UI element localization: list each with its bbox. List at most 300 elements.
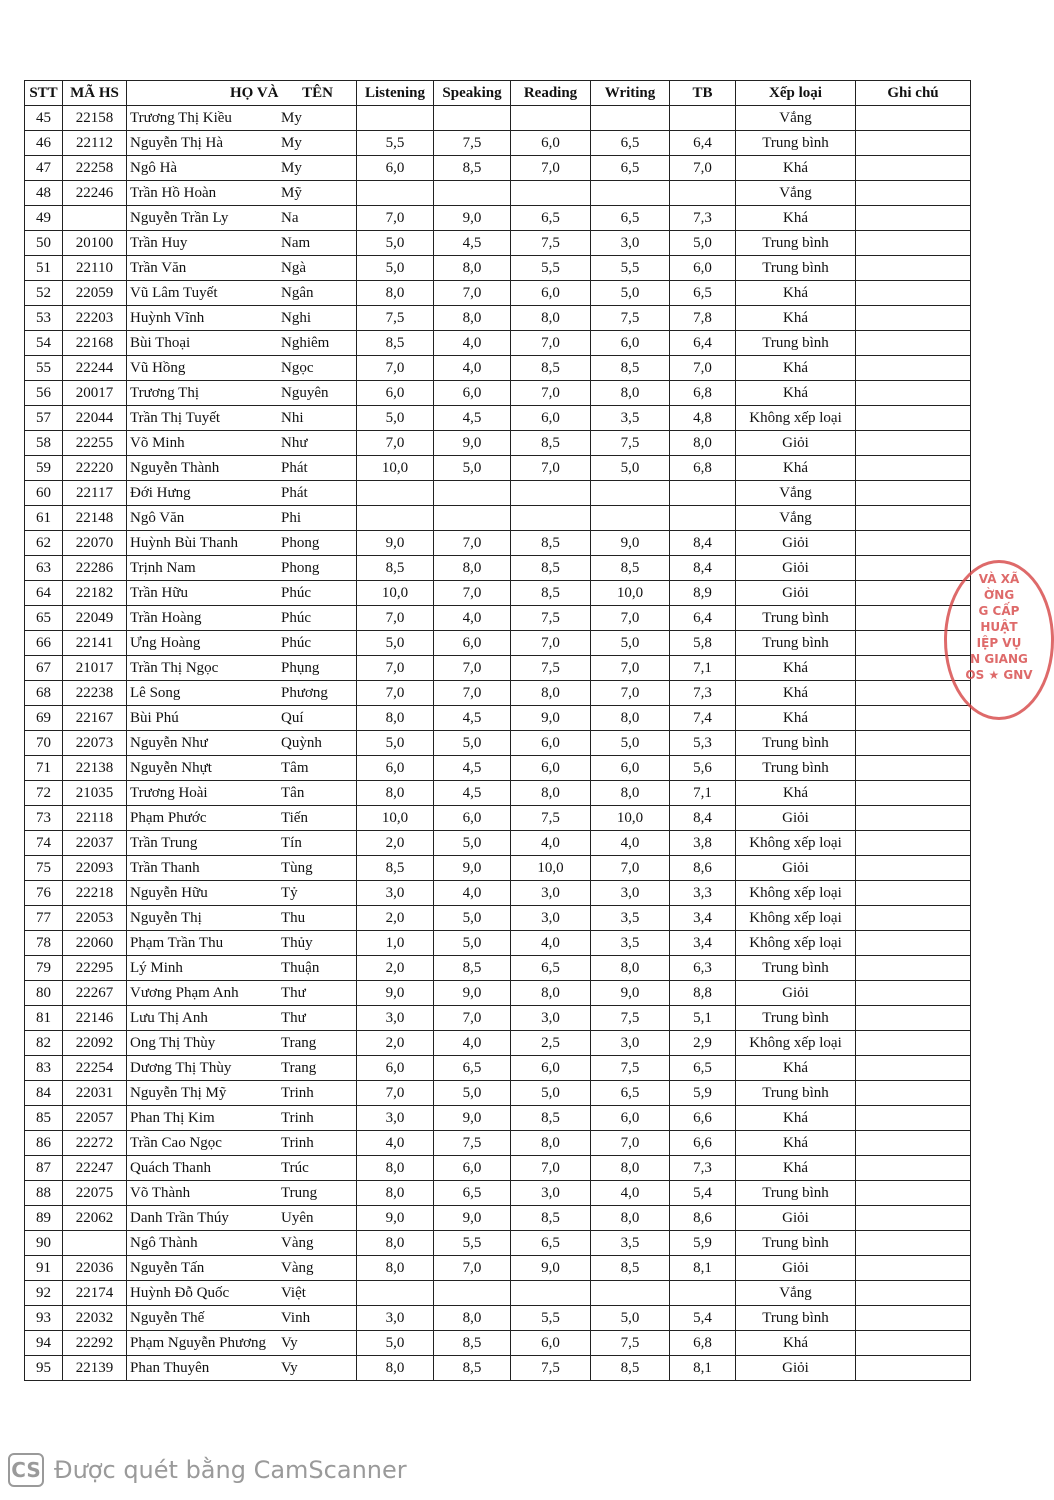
cell-xep-loai: Không xếp loại (736, 831, 856, 856)
cell-ho-va: Trần Hữu (130, 585, 189, 601)
table-row (25, 431, 971, 456)
cell-stt: 86 (25, 1131, 63, 1156)
cell-writing: 3,5 (591, 406, 670, 431)
cell-listening (357, 481, 434, 506)
cell-ghi-chu (856, 981, 971, 1006)
table-row (25, 406, 971, 431)
stamp-line: IỆP VỤ (976, 636, 1022, 650)
cell-listening: 8,5 (357, 856, 434, 881)
cell-ma-hs: 22117 (63, 481, 127, 506)
cell-stt: 50 (25, 231, 63, 256)
cell-writing: 7,0 (591, 1131, 670, 1156)
cell-tb: 7,0 (670, 156, 736, 181)
cell-ghi-chu (856, 781, 971, 806)
cell-speaking: 5,5 (434, 1231, 511, 1256)
table-row (25, 256, 971, 281)
cell-tb: 8,6 (670, 856, 736, 881)
cell-xep-loai: Giỏi (736, 1206, 856, 1231)
cell-xep-loai: Trung bình (736, 131, 856, 156)
cell-stt: 56 (25, 381, 63, 406)
table-row (25, 1231, 971, 1256)
camscanner-footer (8, 1452, 407, 1488)
cell-stt: 59 (25, 456, 63, 481)
cell-ten: My (281, 135, 302, 151)
cell-ho-va: Nguyễn Thành (130, 460, 220, 476)
cell-ma-hs: 22044 (63, 406, 127, 431)
cell-tb: 7,1 (670, 656, 736, 681)
header-reading: Reading (511, 81, 591, 106)
cell-speaking: 9,0 (434, 206, 511, 231)
cell-ten: Tùng (281, 860, 313, 876)
cell-ten: Phong (281, 560, 320, 576)
table-row (25, 981, 971, 1006)
cell-ho-va-ten (127, 1256, 357, 1281)
cell-xep-loai: Trung bình (736, 631, 856, 656)
cell-ten: Vàng (281, 1260, 314, 1276)
table-row (25, 581, 971, 606)
cell-xep-loai: Giỏi (736, 431, 856, 456)
cell-speaking: 8,5 (434, 156, 511, 181)
cell-stt: 60 (25, 481, 63, 506)
cell-ho-va: Vương Phạm Anh (130, 985, 239, 1001)
cell-ho-va-ten (127, 1156, 357, 1181)
cell-ma-hs: 20100 (63, 231, 127, 256)
cell-reading: 8,5 (511, 1206, 591, 1231)
cell-tb: 5,3 (670, 731, 736, 756)
cell-xep-loai: Khá (736, 706, 856, 731)
cell-tb (670, 506, 736, 531)
cell-xep-loai: Trung bình (736, 956, 856, 981)
cell-reading: 7,5 (511, 231, 591, 256)
cell-reading: 3,0 (511, 881, 591, 906)
cell-ho-va: Bùi Phú (130, 710, 179, 726)
cell-reading: 8,5 (511, 556, 591, 581)
cell-writing: 8,0 (591, 706, 670, 731)
cell-xep-loai: Giỏi (736, 806, 856, 831)
cell-ten: Phong (281, 535, 320, 551)
cell-ho-va-ten (127, 1206, 357, 1231)
cell-stt: 58 (25, 431, 63, 456)
table-row (25, 281, 971, 306)
cell-ten: Phúc (281, 635, 311, 651)
cell-stt: 47 (25, 156, 63, 181)
cell-ho-va-ten (127, 931, 357, 956)
cell-reading: 5,5 (511, 1306, 591, 1331)
table-row (25, 1256, 971, 1281)
cell-ho-va: Trần Thanh (130, 860, 200, 876)
cell-ho-va-ten (127, 706, 357, 731)
cell-ma-hs: 22254 (63, 1056, 127, 1081)
cell-ma-hs: 22093 (63, 856, 127, 881)
cell-tb: 6,8 (670, 456, 736, 481)
cell-tb: 7,3 (670, 206, 736, 231)
cell-reading (511, 506, 591, 531)
cell-writing (591, 506, 670, 531)
cell-speaking: 4,5 (434, 781, 511, 806)
cell-ghi-chu (856, 356, 971, 381)
cell-ho-va-ten (127, 131, 357, 156)
cell-speaking: 7,5 (434, 1131, 511, 1156)
table-row (25, 806, 971, 831)
table-row (25, 1356, 971, 1381)
cell-ho-va: Nguyễn Hữu (130, 885, 208, 901)
cell-writing: 5,0 (591, 281, 670, 306)
cell-ma-hs: 22031 (63, 1081, 127, 1106)
cell-ghi-chu (856, 1231, 971, 1256)
cell-speaking: 9,0 (434, 1206, 511, 1231)
cell-ho-va-ten (127, 656, 357, 681)
cell-listening: 2,0 (357, 956, 434, 981)
cell-writing: 10,0 (591, 806, 670, 831)
cell-ho-va-ten (127, 331, 357, 356)
cell-ho-va: Phạm Phước (130, 810, 207, 826)
table-row (25, 1056, 971, 1081)
cell-speaking: 4,5 (434, 406, 511, 431)
cell-tb: 2,9 (670, 1031, 736, 1056)
cell-speaking: 8,0 (434, 556, 511, 581)
cell-reading: 6,0 (511, 756, 591, 781)
cell-ghi-chu (856, 731, 971, 756)
cell-listening: 8,0 (357, 281, 434, 306)
cell-reading: 7,0 (511, 1156, 591, 1181)
cell-speaking: 4,5 (434, 706, 511, 731)
cell-tb: 5,1 (670, 1006, 736, 1031)
cell-listening: 7,0 (357, 206, 434, 231)
cell-reading: 8,0 (511, 781, 591, 806)
cell-speaking: 8,5 (434, 956, 511, 981)
header-xep-loai: Xếp loại (736, 81, 856, 106)
cell-ghi-chu (856, 156, 971, 181)
cell-reading: 7,0 (511, 456, 591, 481)
table-row (25, 731, 971, 756)
cell-writing: 7,5 (591, 1056, 670, 1081)
cell-ho-va: Võ Minh (130, 435, 185, 451)
cell-writing: 3,5 (591, 1231, 670, 1256)
table-row (25, 1131, 971, 1156)
cell-ho-va-ten (127, 806, 357, 831)
table-row (25, 331, 971, 356)
cell-tb: 8,1 (670, 1256, 736, 1281)
cell-ghi-chu (856, 106, 971, 131)
cell-ma-hs: 22255 (63, 431, 127, 456)
cell-tb: 8,1 (670, 1356, 736, 1381)
cell-xep-loai: Khá (736, 156, 856, 181)
cell-ho-va: Phan Thuyên (130, 1360, 210, 1376)
cell-reading: 3,0 (511, 1181, 591, 1206)
cell-stt: 45 (25, 106, 63, 131)
cell-tb: 8,8 (670, 981, 736, 1006)
cell-reading: 2,5 (511, 1031, 591, 1056)
cell-xep-loai: Khá (736, 1156, 856, 1181)
cell-ho-va: Võ Thành (130, 1185, 191, 1201)
cell-ho-va-ten (127, 906, 357, 931)
cell-speaking (434, 181, 511, 206)
cell-reading: 6,0 (511, 1331, 591, 1356)
table-row (25, 906, 971, 931)
cell-ten: Phi (281, 510, 302, 526)
cell-ho-va: Nguyễn Tấn (130, 1260, 205, 1276)
cell-ma-hs: 22073 (63, 731, 127, 756)
cell-tb: 6,8 (670, 1331, 736, 1356)
cell-ma-hs: 22141 (63, 631, 127, 656)
cell-ho-va: Trần Hồ Hoàn (130, 185, 217, 201)
cell-writing: 8,0 (591, 1206, 670, 1231)
cell-speaking: 7,0 (434, 1256, 511, 1281)
cell-xep-loai: Khá (736, 656, 856, 681)
cell-xep-loai: Khá (736, 381, 856, 406)
cell-speaking: 4,0 (434, 881, 511, 906)
cell-stt: 71 (25, 756, 63, 781)
cell-ten: Quí (281, 710, 304, 726)
cell-ho-va-ten (127, 731, 357, 756)
cell-ma-hs: 21035 (63, 781, 127, 806)
cell-stt: 92 (25, 1281, 63, 1306)
cell-ten: Thư (281, 985, 306, 1001)
cell-stt: 77 (25, 906, 63, 931)
cell-listening: 4,0 (357, 1131, 434, 1156)
cell-listening (357, 1281, 434, 1306)
table-row (25, 381, 971, 406)
table-row (25, 1006, 971, 1031)
cell-ten: Ngà (281, 260, 306, 276)
table-row (25, 631, 971, 656)
cell-listening: 8,5 (357, 331, 434, 356)
cell-writing: 5,0 (591, 731, 670, 756)
cell-stt: 91 (25, 1256, 63, 1281)
cell-ma-hs (63, 206, 127, 231)
cell-ho-va-ten (127, 581, 357, 606)
cell-writing: 8,0 (591, 956, 670, 981)
cell-listening: 6,0 (357, 156, 434, 181)
cell-reading: 7,5 (511, 606, 591, 631)
cell-writing (591, 481, 670, 506)
cell-ma-hs: 22220 (63, 456, 127, 481)
cell-ho-va-ten (127, 381, 357, 406)
cell-ho-va: Trần Hoàng (130, 610, 202, 626)
cell-ho-va: Nguyễn Trần Ly (130, 210, 229, 226)
cell-ghi-chu (856, 1281, 971, 1306)
cell-ma-hs: 20017 (63, 381, 127, 406)
cell-ma-hs: 22075 (63, 1181, 127, 1206)
header-ma-hs: MÃ HS (63, 81, 127, 106)
cell-listening: 1,0 (357, 931, 434, 956)
cell-ghi-chu (856, 306, 971, 331)
cell-ho-va: Trần Trung (130, 835, 198, 851)
cell-tb: 3,3 (670, 881, 736, 906)
cell-speaking: 7,0 (434, 581, 511, 606)
cell-speaking: 9,0 (434, 981, 511, 1006)
cell-reading (511, 181, 591, 206)
cell-ten: Tỷ (281, 885, 298, 901)
cell-ho-va-ten (127, 606, 357, 631)
cell-writing: 6,0 (591, 756, 670, 781)
cell-ten: Trung (281, 1185, 318, 1201)
cell-tb: 3,4 (670, 931, 736, 956)
cell-speaking: 9,0 (434, 1106, 511, 1131)
cell-ho-va-ten (127, 306, 357, 331)
cell-xep-loai: Khá (736, 781, 856, 806)
cell-stt: 88 (25, 1181, 63, 1206)
cell-writing: 6,0 (591, 331, 670, 356)
cell-ho-va: Trần Huy (130, 235, 188, 251)
cell-ho-va: Ưng Hoàng (130, 635, 201, 651)
cell-listening: 10,0 (357, 456, 434, 481)
cell-ma-hs: 22218 (63, 881, 127, 906)
cell-ghi-chu (856, 131, 971, 156)
cell-ho-va-ten (127, 981, 357, 1006)
cell-ma-hs: 22292 (63, 1331, 127, 1356)
cell-stt: 48 (25, 181, 63, 206)
cell-listening: 2,0 (357, 1031, 434, 1056)
table-row (25, 756, 971, 781)
cell-ghi-chu (856, 1081, 971, 1106)
cell-ho-va: Ngô Hà (130, 160, 178, 176)
cell-xep-loai: Vắng (736, 481, 856, 506)
cell-tb: 7,3 (670, 1156, 736, 1181)
student-results-table (24, 80, 971, 1381)
cell-writing: 6,5 (591, 156, 670, 181)
cell-speaking: 8,5 (434, 1356, 511, 1381)
cell-ho-va-ten (127, 1306, 357, 1331)
cell-ma-hs: 22146 (63, 1006, 127, 1031)
cell-ten: Phúc (281, 585, 311, 601)
cell-xep-loai: Khá (736, 306, 856, 331)
cell-reading (511, 481, 591, 506)
cell-ghi-chu (856, 1006, 971, 1031)
table-row (25, 481, 971, 506)
cell-ten: Trang (281, 1035, 317, 1051)
cell-ho-va-ten (127, 506, 357, 531)
table-row (25, 1206, 971, 1231)
cell-ten: Ngân (281, 285, 314, 301)
cell-ten: Trinh (281, 1110, 314, 1126)
cell-ho-va-ten (127, 1356, 357, 1381)
cell-speaking: 5,0 (434, 931, 511, 956)
cell-stt: 79 (25, 956, 63, 981)
cell-speaking (434, 481, 511, 506)
cell-stt: 95 (25, 1356, 63, 1381)
cell-ghi-chu (856, 1131, 971, 1156)
cell-stt: 93 (25, 1306, 63, 1331)
cell-tb: 6,0 (670, 256, 736, 281)
cell-xep-loai: Khá (736, 681, 856, 706)
cell-ghi-chu (856, 856, 971, 881)
cell-writing: 7,0 (591, 656, 670, 681)
cell-ho-va-ten (127, 531, 357, 556)
cell-stt: 84 (25, 1081, 63, 1106)
cell-ma-hs: 22168 (63, 331, 127, 356)
cell-ho-va-ten (127, 1006, 357, 1031)
cell-ghi-chu (856, 881, 971, 906)
cell-ten: Na (281, 210, 299, 226)
cell-speaking: 7,0 (434, 1006, 511, 1031)
cell-listening: 7,0 (357, 656, 434, 681)
cell-ghi-chu (856, 431, 971, 456)
cell-ho-va-ten (127, 1081, 357, 1106)
cell-writing: 6,5 (591, 131, 670, 156)
cell-ma-hs: 22070 (63, 531, 127, 556)
cell-tb: 6,6 (670, 1131, 736, 1156)
table-row (25, 606, 971, 631)
header-listening: Listening (357, 81, 434, 106)
cell-stt: 62 (25, 531, 63, 556)
cell-listening: 3,0 (357, 881, 434, 906)
table-row (25, 531, 971, 556)
cell-ho-va-ten (127, 856, 357, 881)
cell-ghi-chu (856, 806, 971, 831)
cell-reading: 6,0 (511, 406, 591, 431)
cell-speaking: 8,0 (434, 306, 511, 331)
cell-ghi-chu (856, 1056, 971, 1081)
cell-ten: Nhi (281, 410, 304, 426)
table-row (25, 956, 971, 981)
cell-speaking: 7,0 (434, 281, 511, 306)
table-row (25, 1156, 971, 1181)
cell-stt: 61 (25, 506, 63, 531)
cell-ma-hs: 22036 (63, 1256, 127, 1281)
cell-ho-va: Huỳnh Bùi Thanh (130, 535, 239, 551)
cell-ho-va-ten (127, 1231, 357, 1256)
cell-ho-va: Phan Thị Kim (130, 1110, 215, 1126)
cell-listening: 8,0 (357, 1181, 434, 1206)
cell-reading: 8,5 (511, 531, 591, 556)
cell-tb: 5,9 (670, 1081, 736, 1106)
cell-ghi-chu (856, 456, 971, 481)
cell-tb: 8,0 (670, 431, 736, 456)
cell-ma-hs: 22049 (63, 606, 127, 631)
cell-writing: 6,5 (591, 1081, 670, 1106)
table-row (25, 1281, 971, 1306)
cell-writing: 5,0 (591, 1306, 670, 1331)
cell-reading: 3,0 (511, 1006, 591, 1031)
cell-reading: 7,0 (511, 156, 591, 181)
cell-ghi-chu (856, 1306, 971, 1331)
cell-writing: 3,5 (591, 906, 670, 931)
cell-ho-va: Phạm Nguyễn Phương (130, 1335, 267, 1351)
cell-listening: 2,0 (357, 906, 434, 931)
cell-ghi-chu (856, 931, 971, 956)
cell-ghi-chu (856, 406, 971, 431)
cell-ghi-chu (856, 1256, 971, 1281)
cell-tb (670, 106, 736, 131)
stamp-line: G CẤP (978, 604, 1020, 618)
cell-ghi-chu (856, 1031, 971, 1056)
cell-ten: Trinh (281, 1135, 314, 1151)
cell-listening: 9,0 (357, 1206, 434, 1231)
table-row (25, 781, 971, 806)
cell-stt: 87 (25, 1156, 63, 1181)
cell-reading: 6,0 (511, 1056, 591, 1081)
camscanner-logo-icon: CS (8, 1453, 44, 1487)
cell-xep-loai: Không xếp loại (736, 406, 856, 431)
cell-speaking (434, 106, 511, 131)
cell-xep-loai: Khá (736, 281, 856, 306)
header-ghi-chu: Ghi chú (856, 81, 971, 106)
cell-ho-va: Ong Thị Thùy (130, 1035, 216, 1051)
table-row (25, 306, 971, 331)
cell-tb: 8,6 (670, 1206, 736, 1231)
cell-ma-hs: 22110 (63, 256, 127, 281)
cell-xep-loai: Trung bình (736, 1081, 856, 1106)
cell-ho-va-ten (127, 181, 357, 206)
stamp-line: VÀ XÃ (978, 572, 1020, 586)
cell-reading: 5,0 (511, 1081, 591, 1106)
cell-listening: 8,5 (357, 556, 434, 581)
table-row (25, 231, 971, 256)
cell-stt: 73 (25, 806, 63, 831)
cell-ten: Việt (281, 1285, 306, 1301)
cell-stt: 51 (25, 256, 63, 281)
